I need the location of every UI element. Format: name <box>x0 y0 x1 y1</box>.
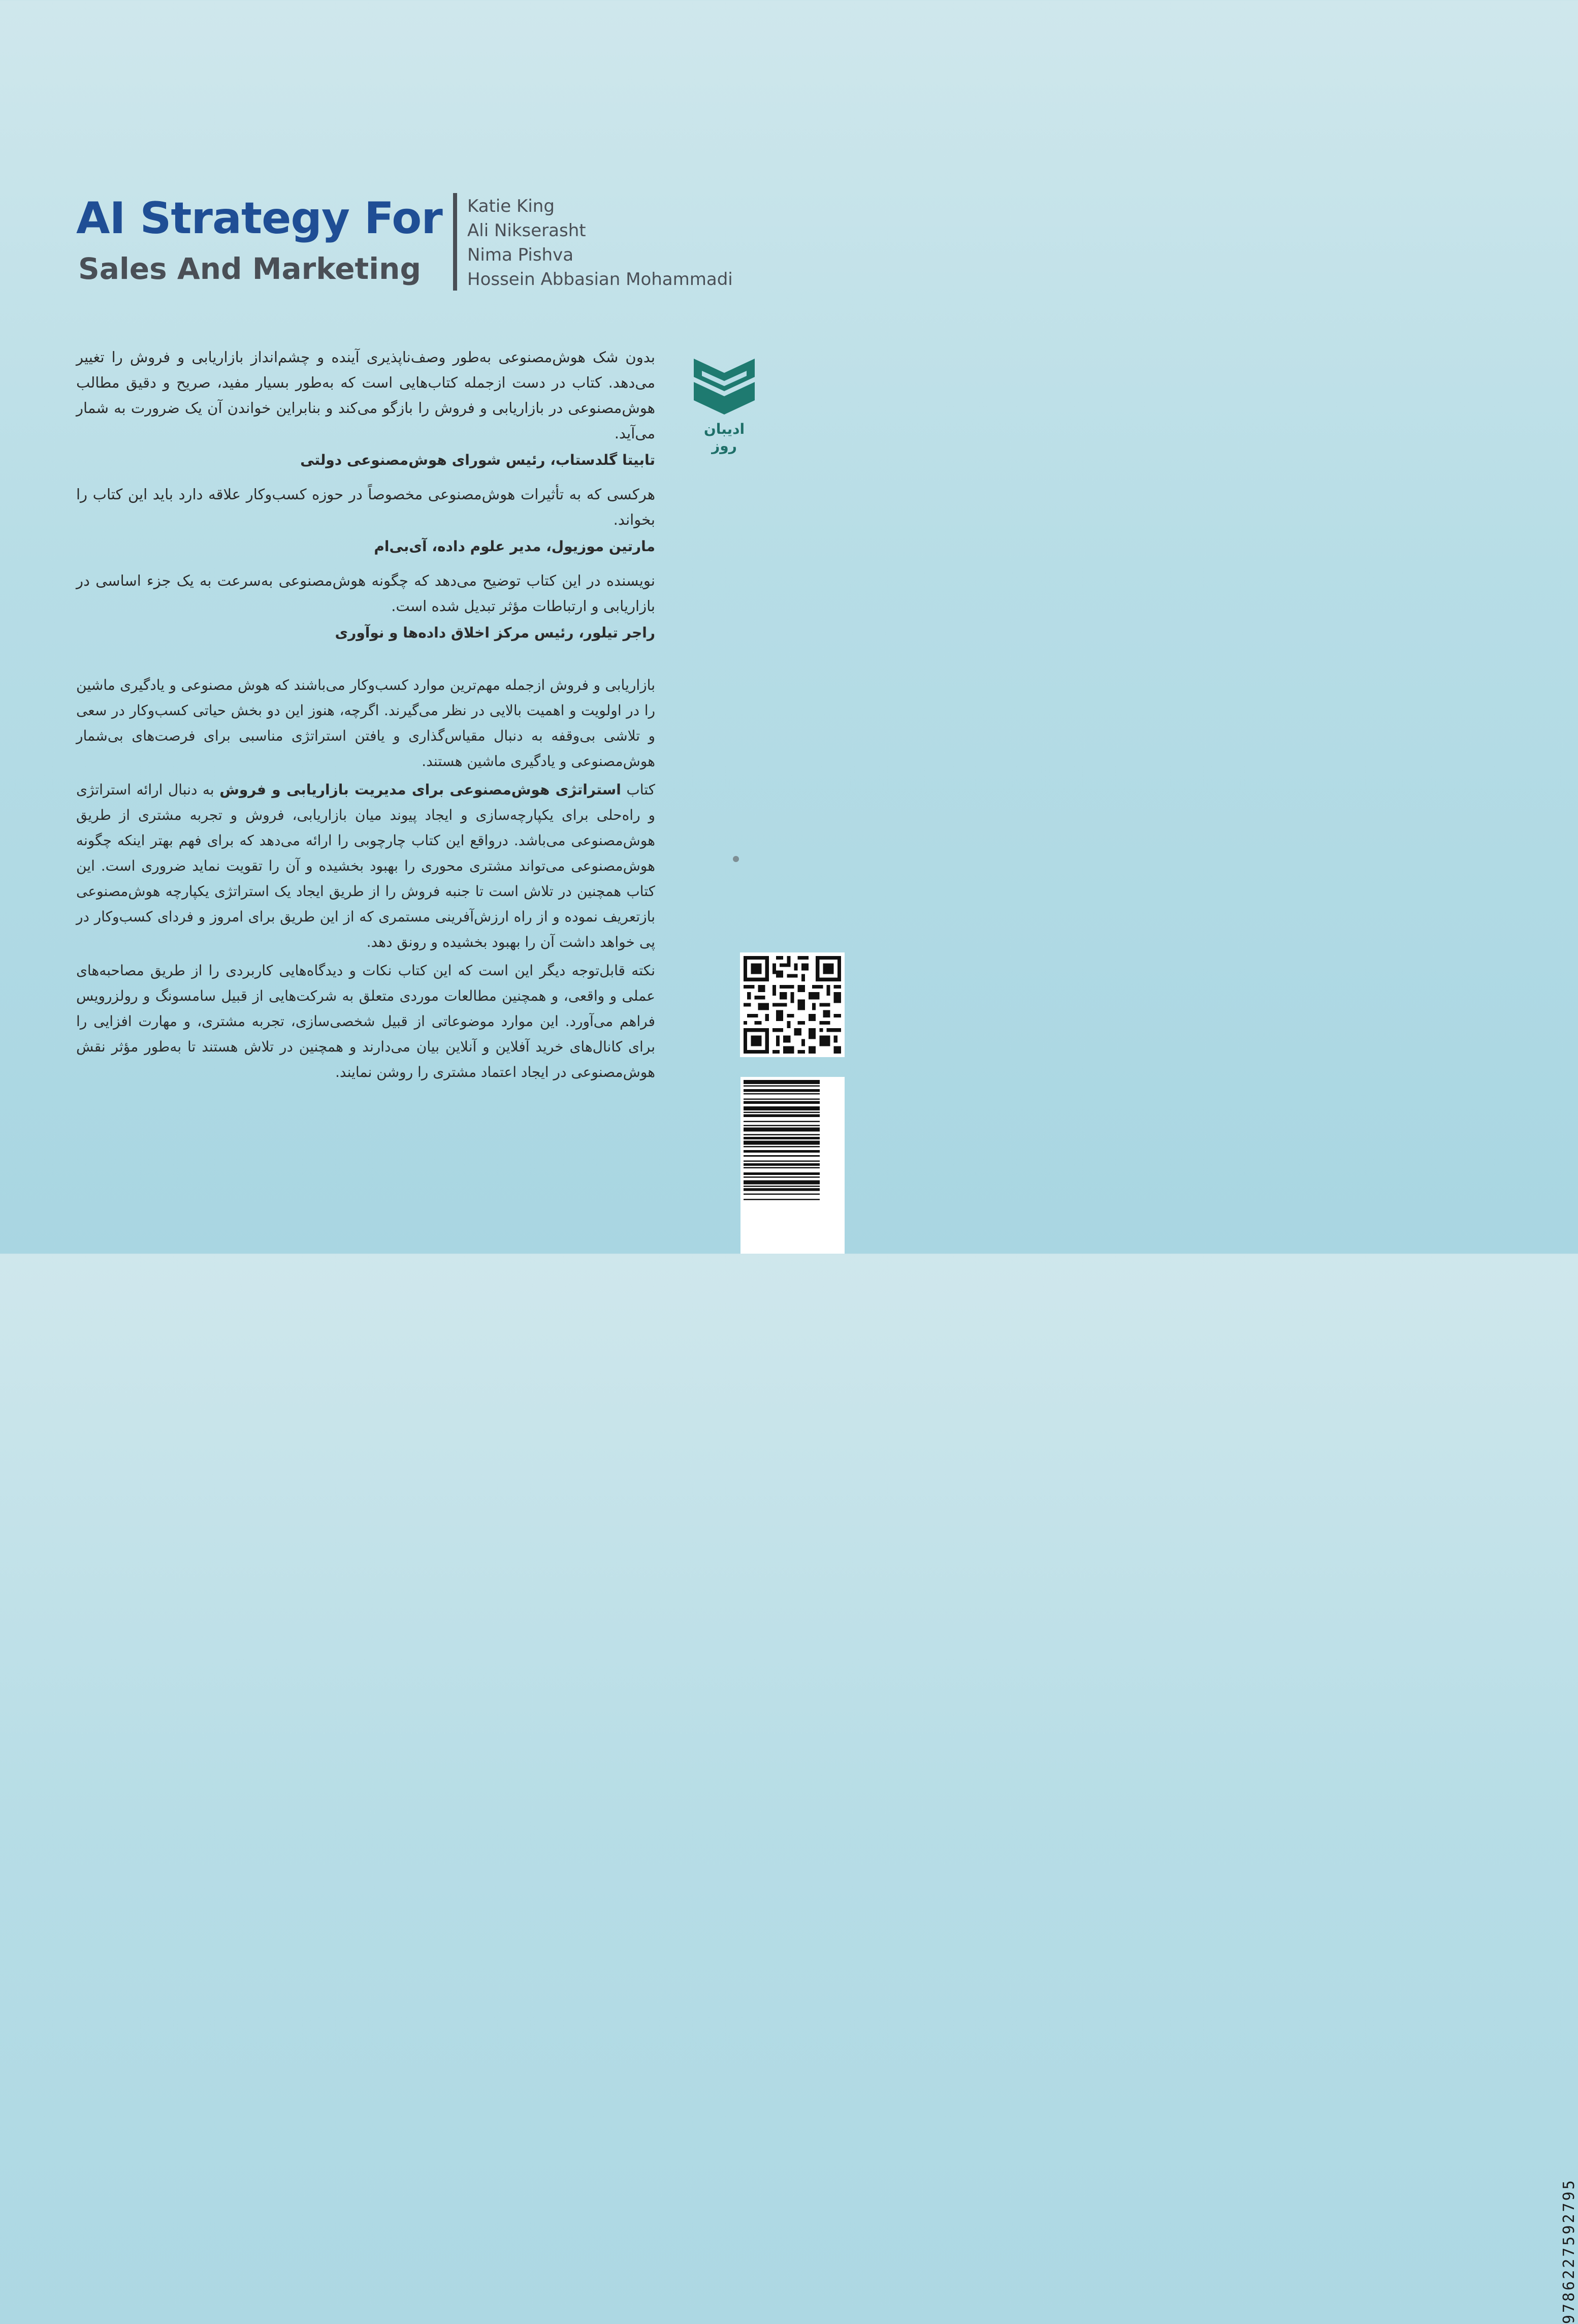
review-quote <box>76 568 655 645</box>
barcode-bar <box>744 1134 820 1136</box>
author-name: Katie King <box>467 196 555 216</box>
review-attribution: مارتین موزیول، مدیر علوم داده، آی‌بی‌ام <box>374 538 655 555</box>
barcode-bar <box>744 1194 820 1195</box>
barcode-bar <box>744 1137 820 1139</box>
barcode-bar <box>744 1188 820 1191</box>
barcode-bar <box>744 1125 820 1126</box>
author-name: Nima Pishva <box>467 245 574 265</box>
author-name: Ali Nikserasht <box>467 220 586 241</box>
barcode-icon <box>740 1077 845 1254</box>
barcode-bar <box>744 1161 820 1162</box>
barcode-bar <box>744 1163 820 1166</box>
barcode-bar <box>744 1093 820 1095</box>
publisher-name: ادیبان روز <box>703 421 745 454</box>
author-name: Hossein Abbasian Mohammadi <box>467 269 733 290</box>
barcode-bar <box>744 1115 820 1117</box>
description-paragraph: بازاریابی و فروش ازجمله مهم‌ترین موارد کسب‌وکار می‌باشند که هوش مصنوعی و یادگیری ماشین را در اولویت و اهمیت بالایی در نظر می‌گیرند. اگرچه، هنوز این دو بخش حیاتی کسب‌وکار در سعی و تلاشی بی‌وقفه به دنبال مقیاس‌گذاری و یافتن استراتژی مناسبی برای فرصت‌های بی‌شمار هوش‌مصنوعی و یادگیری ماشین هستند. <box>76 677 655 770</box>
review-text: هرکسی که به تأثیرات هوش‌مصنوعی مخصوصاً در حوزه کسب‌وکار علاقه دارد باید این کتاب را بخواند. <box>76 486 655 528</box>
review-attribution: تابیتا گلدستاب، رئیس شورای هوش‌مصنوعی دولتی <box>300 452 655 468</box>
barcode-bar <box>744 1089 820 1092</box>
book-chevron-logo-icon <box>692 356 757 417</box>
section-spacer <box>76 654 655 673</box>
barcode-bar <box>744 1176 820 1178</box>
barcode-bar <box>744 1181 820 1185</box>
book-subtitle: Sales And Marketing <box>78 251 421 286</box>
barcode-bar <box>744 1098 820 1100</box>
isbn-number: 9786227592795 <box>1560 2178 1578 2324</box>
review-quote <box>76 482 655 559</box>
barcode-bar <box>744 1141 820 1145</box>
description-paragraph <box>76 777 655 955</box>
barcode-bar <box>744 1121 820 1123</box>
book-title: AI Strategy For <box>76 193 442 244</box>
review-text: بدون شک هوش‌مصنوعی به‌طور وصف‌ناپذیری آینده و چشم‌انداز بازاریابی و فروش را تغییر می‌دهد. کتاب در دست ازجمله کتاب‌هایی است که به‌طور بسیار مفید، صریح و دقیق مطالب هوش‌مصنوعی در بازاریابی و فروش را بازگو می‌کند و بنابراین خواندن آن یک ضرورت به شمار می‌آید. <box>76 348 655 442</box>
barcode-bar <box>744 1111 820 1113</box>
barcode-bar <box>744 1101 820 1104</box>
description-rest: به دنبال ارائه استراتژی و راه‌حلی برای یکپارچه‌سازی و ایجاد پیوند میان بازاریابی، فروش و تجربه مشتری از طریق هوش‌مصنوعی می‌باشد. درواقع این کتاب چارچوبی را ارائه می‌دهد که برای فهم بهتر اینکه چگونه هوش‌مصنوعی می‌تواند مشتری محوری را بهبود بخشیده و آن را تقویت نماید ضروری است. این کتاب همچنین در تلاش است تا جنبه فروش را از طریق ایجاد یک استراتژی یکپارچه هوش‌مصنوعی بازتعریف نموده و از راه ارزش‌آفرینی مستمری که از این طریق برای امروز و فردای کسب‌وکار در پی خواهد داشت آن را بهبود بخشیده و رونق دهد. <box>76 781 655 950</box>
barcode-bar <box>744 1155 820 1157</box>
isbn-barcode <box>740 1077 1578 2324</box>
review-text: نویسنده در این کتاب توضیح می‌دهد که چگونه هوش‌مصنوعی به‌سرعت به یک جزء اساسی در بازاریابی و ارتباطات مؤثر تبدیل شده است. <box>76 572 655 615</box>
barcode-bar <box>744 1150 820 1153</box>
description-paragraph: نکته قابل‌توجه دیگر این است که این کتاب نکات و دیدگاه‌هایی کاربردی را از طریق مصاحبه‌های عملی و واقعی، و همچنین مطالعات موردی متعلق به شرکت‌هایی از قبیل سامسونگ و رولزرویس فراهم می‌آورد. این موارد موضوعاتی از قبیل شخصی‌سازی، تجربه مشتری، و مهارت افزایی را برای کانال‌های خرید آفلاین و آنلاین بیان می‌دارند و همچنین در تلاش هستند تا به‌طور مؤثر نقش هوش‌مصنوعی در ایجاد اعتماد مشتری را روشن نمایند. <box>76 962 655 1080</box>
review-attribution: راجر تیلور، رئیس مرکز اخلاق داده‌ها و نوآوری <box>335 624 655 641</box>
barcode-bar <box>744 1106 820 1110</box>
barcode-bar <box>744 1128 820 1132</box>
barcode-bar <box>744 1186 820 1187</box>
barcode-bar <box>744 1080 820 1084</box>
barcode-bar <box>744 1199 820 1200</box>
qr-code-icon <box>740 952 845 1057</box>
title-divider <box>453 193 457 291</box>
publisher-logo <box>692 356 757 454</box>
title-block <box>76 193 787 295</box>
barcode-bar <box>744 1167 820 1169</box>
authors-list <box>467 194 733 292</box>
barcode-bar <box>744 1146 820 1148</box>
print-dot <box>733 856 739 862</box>
back-cover-text <box>76 344 655 1088</box>
barcode-bar <box>744 1085 820 1087</box>
book-persian-title: استراتژی هوش‌مصنوعی برای مدیریت بازاریابی و فروش <box>219 781 621 798</box>
review-quote <box>76 344 655 472</box>
description-lead: کتاب <box>626 781 655 798</box>
barcode-bar <box>744 1172 820 1175</box>
